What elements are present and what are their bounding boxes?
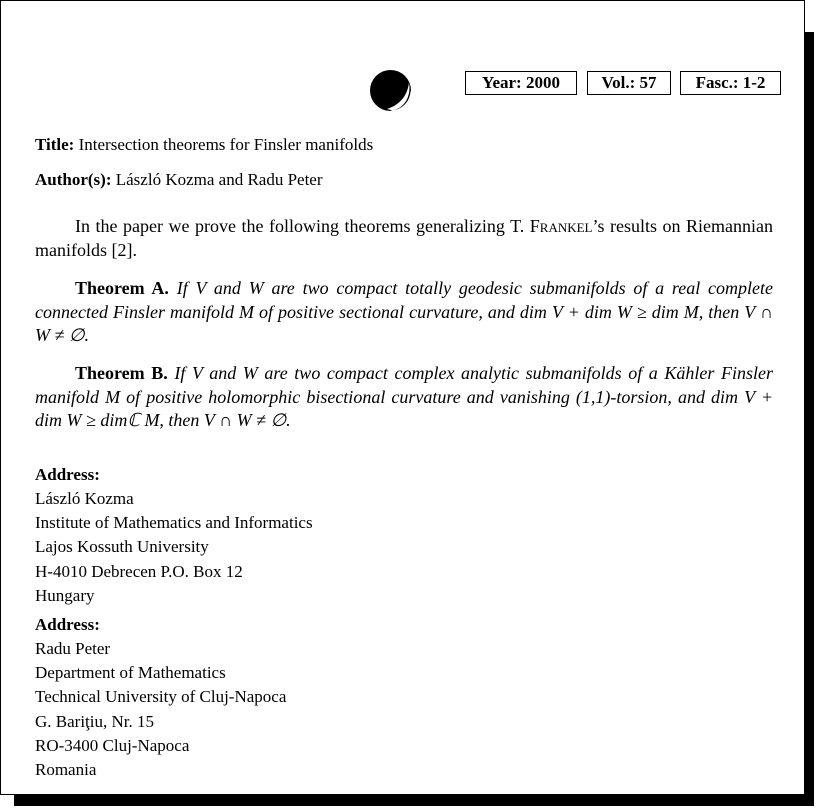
intro-text-end: ’s results on Riemannian manifolds [2].	[35, 216, 773, 260]
address-line: Technical University of Cluj-Napoca	[35, 687, 287, 707]
address-line: Institute of Mathematics and Informatics	[35, 513, 313, 533]
address-line: Lajos Kossuth University	[35, 537, 209, 557]
address-label-1: Address:	[35, 465, 100, 484]
theorem-a-body: If V and W are two compact totally geodesic submanifolds of a real complete connected Finsler manifold M of positive sectional curvature, and dim V + dim W ≥ dim M, then V ∩ W ≠ ∅.	[35, 278, 773, 345]
authors-label: Author(s):	[35, 170, 112, 189]
address-block-1	[35, 487, 313, 608]
theorem-a-title: Theorem A.	[75, 278, 169, 298]
intro-paragraph	[35, 215, 773, 262]
intro-text-start: In the paper we prove the following theorems generalizing T.	[75, 216, 530, 236]
fascicle-box: Fasc.: 1-2	[680, 71, 781, 95]
journal-logo-icon	[369, 69, 412, 112]
paper-title: Intersection theorems for Finsler manifolds	[78, 135, 374, 154]
theorem-b-body: If V and W are two compact complex analytic submanifolds of a Kähler Finsler manifold M of positive holomorphic bisectional curvature and vanishing (1,1)-torsion, and dim V + dim W ≥ dimℂ M, then V ∩ W ≠ ∅.	[35, 363, 773, 430]
volume-box: Vol.: 57	[587, 71, 671, 95]
address-line: H-4010 Debrecen P.O. Box 12	[35, 561, 243, 581]
year-box: Year: 2000	[465, 71, 577, 95]
authors-line	[35, 169, 323, 191]
paper-authors: László Kozma and Radu Peter	[115, 170, 323, 189]
address-line: Romania	[35, 760, 97, 780]
address-line: Department of Mathematics	[35, 663, 226, 683]
address-label-2: Address:	[35, 615, 100, 634]
address-line: G. Bariţiu, Nr. 15	[35, 711, 154, 731]
title-label: Title:	[35, 135, 75, 154]
theorem-a	[35, 277, 773, 348]
address-line: Radu Peter	[35, 639, 111, 658]
address-line: Hungary	[35, 585, 95, 605]
intro-author-name: Frankel	[529, 216, 593, 236]
address-block-2	[35, 637, 286, 782]
address-line: László Kozma	[35, 489, 134, 508]
title-line	[35, 134, 373, 156]
theorem-b-title: Theorem B.	[75, 363, 168, 383]
theorem-b	[35, 362, 773, 433]
address-line: RO-3400 Cluj-Napoca	[35, 735, 190, 755]
